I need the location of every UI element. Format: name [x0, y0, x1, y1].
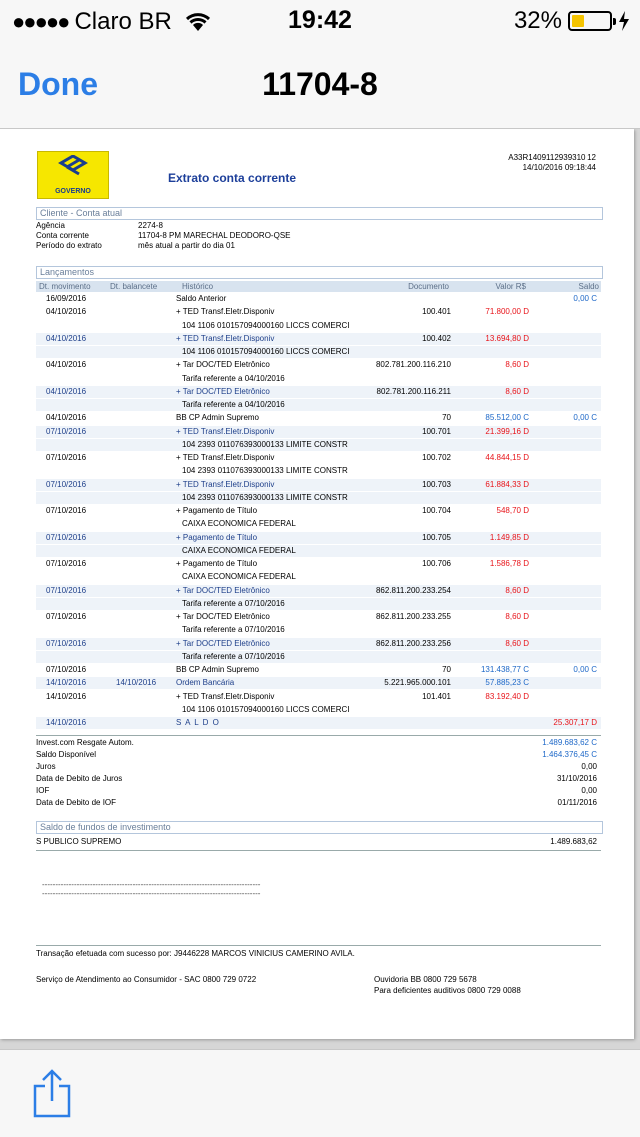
summary-value: 31/10/2016 [556, 774, 597, 783]
cell-historico: + Tar DOC/TED Eletrônico [176, 386, 270, 396]
cell-historico: 104 1106 010157094000160 LICCS COMERCI [182, 347, 350, 356]
cell-historico: CAIXA ECONOMICA FEDERAL [182, 545, 296, 555]
document-viewer[interactable] [0, 129, 640, 1049]
cell-valor: 1.149,85 D [489, 532, 529, 542]
table-row [36, 465, 601, 477]
cell-documento: 862.811.200.233.254 [375, 585, 451, 595]
client-info-label: Conta corrente [36, 231, 89, 240]
table-row [36, 532, 601, 544]
cell-valor: 44.844,15 D [485, 453, 529, 462]
cell-historico: 104 2393 011076393000133 LIMITE CONSTR [182, 466, 348, 476]
logo-text: GOVERNO [55, 188, 91, 195]
divider [36, 945, 601, 946]
cell-historico: Saldo Anterior [176, 294, 227, 303]
fund-section-header: Saldo de fundos de investimento [36, 821, 603, 834]
cell-dt-movimento: 07/10/2016 [46, 426, 87, 436]
divider [36, 735, 601, 736]
cell-historico: + Pagamento de Título [176, 559, 258, 568]
table-row [36, 399, 601, 411]
cell-documento: 70 [442, 413, 451, 423]
summary-label: Saldo Disponível [36, 750, 97, 759]
table-row [36, 412, 601, 424]
table-row [36, 704, 601, 716]
done-button[interactable]: Done [18, 66, 98, 102]
cell-historico: 104 1106 010157094000160 LICCS COMERCI [182, 704, 350, 714]
table-row [36, 452, 601, 464]
cell-documento: 802.781.200.116.211 [376, 386, 451, 396]
table-row [36, 571, 601, 583]
cell-historico: + TED Transf.Eletr.Disponiv [176, 307, 275, 317]
summary-row [36, 773, 601, 785]
table-row [36, 651, 601, 663]
cell-valor: 13.694,80 D [485, 333, 529, 343]
signal-dots-icon: ●●●●● [12, 9, 69, 34]
col-saldo: Saldo [578, 282, 599, 291]
cell-historico: + Tar DOC/TED Eletrônico [176, 612, 270, 621]
cell-saldo: 0,00 C [573, 665, 597, 674]
sac-contact: Serviço de Atendimento ao Consumidor - SAC 0800 729 0722 [36, 975, 257, 984]
reference-datetime: 14/10/2016 09:18:44 [522, 163, 596, 172]
table-row [36, 717, 601, 729]
cell-documento: 802.781.200.116.210 [375, 360, 451, 370]
cell-dt-movimento: 07/10/2016 [46, 559, 87, 568]
cell-dt-movimento: 14/10/2016 [46, 718, 87, 727]
client-info-row [36, 221, 290, 231]
summary-label: Invest.com Resgate Autom. [36, 738, 134, 747]
cell-historico: Tarifa referente a 07/10/2016 [182, 651, 285, 661]
cell-historico: + TED Transf.Eletr.Disponiv [176, 691, 275, 701]
cell-documento: 100.401 [422, 307, 451, 317]
table-row [36, 386, 601, 398]
dash-line: ---------------------------------------------------------------------------------- [42, 880, 261, 889]
cell-historico: Tarifa referente a 07/10/2016 [182, 598, 285, 608]
cell-dt-movimento: 07/10/2016 [46, 638, 87, 648]
cell-dt-movimento: 16/09/2016 [46, 294, 87, 303]
table-row [36, 558, 601, 570]
table-row [36, 611, 601, 623]
bank-logo [37, 151, 109, 199]
col-dt-movimento: Dt. movimento [39, 282, 91, 291]
col-valor: Valor R$ [495, 282, 526, 291]
cell-historico: 104 2393 011076393000133 LIMITE CONSTR [182, 439, 348, 449]
dash-line: ---------------------------------------------------------------------------------- [42, 889, 261, 898]
cell-valor: 1.586,78 D [489, 559, 529, 568]
client-info-value: 2274-8 [138, 221, 163, 230]
client-info-value: 11704-8 PM MARECHAL DEODORO-QSE [138, 231, 291, 240]
col-historico: Histórico [182, 282, 214, 291]
table-row [36, 664, 601, 676]
summary-label: Data de Debito de IOF [36, 798, 117, 807]
summary-value: 0,00 [581, 786, 597, 795]
cell-historico: Tarifa referente a 04/10/2016 [182, 373, 285, 383]
cell-saldo: 0,00 C [573, 413, 597, 423]
cell-historico: + TED Transf.Eletr.Disponiv [176, 479, 275, 489]
entries-section-header: Lançamentos [36, 266, 603, 279]
charging-bolt-icon [618, 11, 630, 31]
cell-valor: 8,60 D [505, 638, 529, 648]
cell-dt-movimento: 07/10/2016 [46, 453, 87, 462]
cell-valor: 8,60 D [505, 585, 529, 595]
table-row [36, 691, 601, 703]
table-row [36, 333, 601, 345]
ouvidoria-phone: Ouvidoria BB 0800 729 5678 [374, 975, 477, 984]
cell-dt-movimento: 07/10/2016 [46, 585, 87, 595]
ouvidoria-contact [374, 974, 521, 996]
table-row [36, 293, 601, 305]
summary-row [36, 797, 601, 809]
table-row [36, 426, 601, 438]
cell-valor: 61.884,33 D [485, 479, 529, 489]
table-row [36, 677, 601, 689]
cell-dt-movimento: 07/10/2016 [46, 665, 87, 674]
divider [36, 850, 601, 851]
summary-row [36, 785, 601, 797]
cell-valor: 83.192,40 D [485, 691, 529, 701]
cell-documento: 100.704 [422, 506, 451, 515]
cell-historico: Tarifa referente a 04/10/2016 [182, 400, 285, 409]
cell-documento: 862.811.200.233.256 [375, 638, 451, 648]
bottom-toolbar [0, 1049, 640, 1137]
client-info-row [36, 231, 290, 241]
cell-valor: 71.800,00 D [485, 307, 529, 317]
cell-valor: 8,60 D [505, 612, 529, 621]
table-row [36, 638, 601, 650]
client-info-value: mês atual a partir do dia 01 [138, 241, 235, 250]
statement-reference [508, 153, 596, 173]
cell-dt-movimento: 04/10/2016 [46, 386, 87, 396]
client-info-label: Período do extrato [36, 241, 102, 250]
cell-historico: + Tar DOC/TED Eletrônico [176, 585, 270, 595]
summary-value: 1.464.376,45 C [542, 750, 597, 759]
fund-row [36, 836, 601, 848]
statement-document [0, 129, 634, 1039]
nav-bar [0, 40, 640, 129]
cell-historico: CAIXA ECONOMICA FEDERAL [182, 572, 296, 582]
cell-dt-movimento: 04/10/2016 [46, 333, 87, 343]
client-info-row [36, 241, 290, 251]
cell-dt-movimento: 14/10/2016 [46, 691, 87, 701]
cell-saldo: 0,00 C [573, 294, 597, 303]
cell-historico: + TED Transf.Eletr.Disponiv [176, 333, 275, 343]
cell-documento: 70 [442, 665, 451, 674]
col-dt-balancete: Dt. balancete [110, 282, 158, 291]
table-header [36, 281, 601, 292]
table-row [36, 598, 601, 610]
cell-historico: + Pagamento de Título [176, 506, 258, 515]
bb-logo-icon [58, 155, 88, 179]
cell-documento: 100.702 [422, 453, 451, 462]
table-row [36, 479, 601, 491]
cell-documento: 101.401 [422, 691, 451, 701]
summary-row [36, 761, 601, 773]
summary-label: Data de Debito de Juros [36, 774, 123, 783]
summary-row [36, 737, 601, 749]
cell-valor: 131.438,77 C [480, 665, 529, 674]
cell-valor: 8,60 D [505, 360, 529, 370]
cell-historico: Tarifa referente a 07/10/2016 [182, 625, 285, 635]
table-row [36, 346, 601, 358]
transaction-note: Transação efetuada com sucesso por: J9446228 MARCOS VINICIUS CAMERINO AVILA. [36, 949, 355, 958]
summary-label: Juros [36, 762, 56, 771]
battery-percent: 32% [513, 7, 562, 34]
table-row [36, 505, 601, 517]
summary-value: 1.489.683,62 C [542, 738, 597, 747]
cell-historico: BB CP Admin Supremo [176, 665, 260, 674]
cell-documento: 100.701 [422, 426, 451, 436]
cell-valor: 57.885,23 C [485, 678, 529, 688]
cell-documento: 100.703 [422, 479, 451, 489]
cell-dt-movimento: 07/10/2016 [46, 612, 87, 621]
cell-dt-balancete: 14/10/2016 [116, 678, 157, 688]
cell-saldo: 25.307,17 D [553, 718, 597, 727]
table-row [36, 320, 601, 332]
cell-dt-movimento: 04/10/2016 [46, 360, 87, 370]
table-row [36, 373, 601, 385]
cell-valor: 21.399,16 D [485, 426, 529, 436]
cell-historico: + TED Transf.Eletr.Disponiv [176, 453, 275, 462]
cell-valor: 548,70 D [496, 506, 529, 515]
reference-code: A33R1409112939310 12 [508, 153, 596, 162]
table-row [36, 439, 601, 451]
summary-value: 01/11/2016 [557, 798, 597, 807]
table-row [36, 306, 601, 318]
cell-documento: 862.811.200.233.255 [375, 612, 451, 621]
cell-historico: + Pagamento de Título [176, 532, 258, 542]
table-row [36, 624, 601, 636]
hearing-impaired-phone: Para deficientes auditivos 0800 729 0088 [374, 986, 521, 995]
cell-historico: 104 2393 011076393000133 LIMITE CONSTR [182, 492, 348, 502]
cell-dt-movimento: 07/10/2016 [46, 506, 87, 515]
client-info-label: Agência [36, 221, 65, 230]
cell-dt-movimento: 14/10/2016 [46, 678, 87, 688]
summary-row [36, 749, 601, 761]
page-title: 11704-8 [262, 66, 378, 102]
fund-name: S PUBLICO SUPREMO [36, 837, 122, 846]
table-row [36, 492, 601, 504]
cell-valor: 8,60 D [505, 386, 529, 396]
cell-historico: + Tar DOC/TED Eletrônico [176, 360, 270, 370]
cell-dt-movimento: 04/10/2016 [46, 413, 87, 423]
cell-documento: 100.705 [422, 532, 451, 542]
cell-historico: CAIXA ECONOMICA FEDERAL [182, 519, 296, 529]
cell-dt-movimento: 07/10/2016 [46, 479, 87, 489]
cell-historico: S A L D O [176, 718, 220, 727]
table-row [36, 585, 601, 597]
table-row [36, 545, 601, 557]
clock: 19:42 [288, 6, 352, 34]
cell-historico: + TED Transf.Eletr.Disponiv [176, 426, 275, 436]
cell-dt-movimento: 07/10/2016 [46, 532, 87, 542]
cell-historico: + Tar DOC/TED Eletrônico [176, 638, 270, 648]
client-section-header: Cliente - Conta atual [36, 207, 603, 220]
client-info [36, 221, 290, 251]
cell-dt-movimento: 04/10/2016 [46, 307, 87, 317]
cell-documento: 100.706 [422, 559, 451, 568]
status-bar [0, 0, 640, 40]
share-icon[interactable] [32, 1068, 72, 1118]
table-row [36, 518, 601, 530]
statement-title: Extrato conta corrente [168, 171, 297, 185]
col-documento: Documento [408, 282, 449, 291]
cell-historico: Ordem Bancária [176, 678, 235, 688]
cell-documento: 5.221.965.000.101 [384, 678, 451, 688]
summary-label: IOF [36, 786, 50, 795]
battery-icon [568, 11, 612, 31]
cell-historico: BB CP Admin Supremo [176, 413, 260, 423]
fund-value: 1.489.683,62 [550, 837, 597, 846]
summary-value: 0,00 [581, 762, 597, 771]
cell-historico: 104 1106 010157094000160 LICCS COMERCI [182, 320, 350, 330]
cell-valor: 85.512,00 C [485, 413, 529, 423]
cell-documento: 100.402 [422, 333, 451, 343]
carrier-name: Claro BR [74, 8, 172, 35]
table-row [36, 359, 601, 371]
